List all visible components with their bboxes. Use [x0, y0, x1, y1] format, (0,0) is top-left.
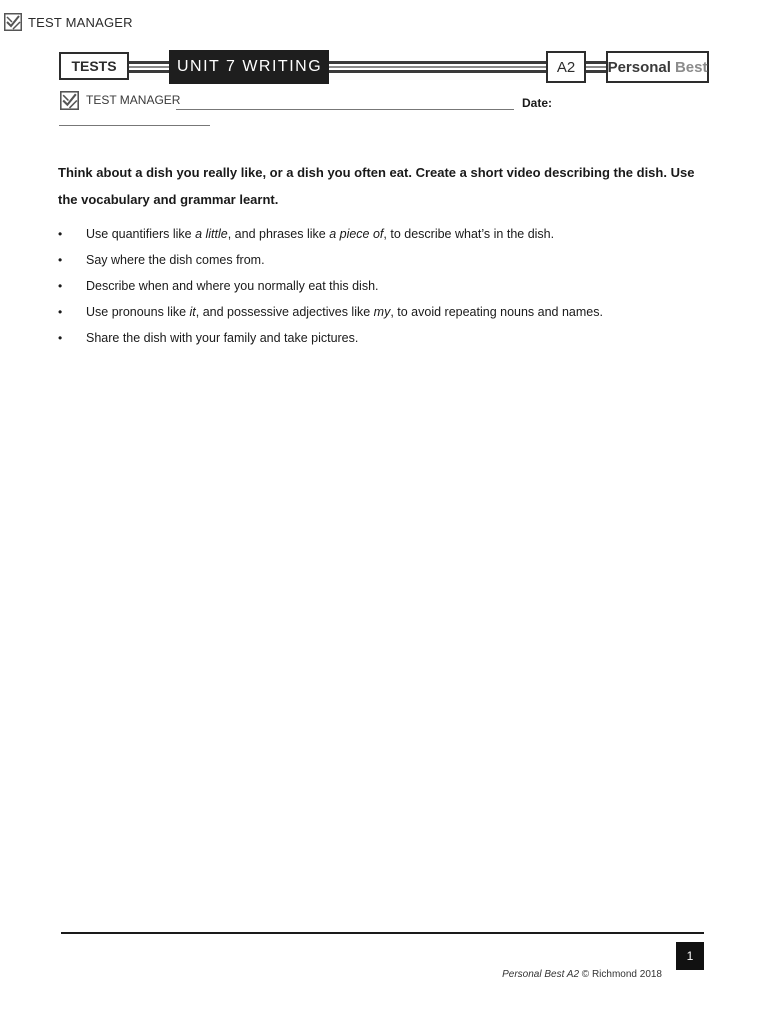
bullet-example-term: a piece of: [329, 227, 384, 241]
bullet-text: , to describe what’s in the dish.: [383, 227, 555, 241]
series-name-part1: Personal: [607, 58, 671, 76]
book-title: Personal Best A2: [502, 969, 580, 980]
unit-title: UNIT 7 WRITING: [169, 50, 329, 84]
page-number: 1: [676, 942, 704, 970]
bullet-icon: •: [58, 279, 63, 293]
bullet-text: Use pronouns like: [86, 305, 190, 319]
task-bullet-item: [58, 273, 708, 299]
task-bullet-list: [58, 221, 708, 351]
task-bullet-item: [58, 221, 708, 247]
name-field-line[interactable]: [176, 109, 514, 110]
task-bullet-item: [58, 299, 708, 325]
name-row-logo-text: TEST MANAGER: [86, 93, 181, 107]
test-manager-logo: [4, 13, 133, 31]
bullet-example-term: it: [189, 305, 196, 319]
tests-label: TESTS: [59, 52, 129, 80]
date-label: Date:: [522, 96, 553, 110]
bullet-example-term: a little: [195, 227, 228, 241]
bullet-text: Share the dish with your family and take pictures.: [86, 331, 359, 345]
test-manager-logo-icon: [60, 91, 79, 110]
copyright-line: [440, 969, 662, 980]
level-label: A2: [546, 51, 586, 83]
name-date-row: [60, 90, 700, 112]
logo-text: TEST MANAGER: [28, 14, 133, 30]
test-manager-logo-icon: [4, 13, 22, 31]
bullet-text: Say where the dish comes from.: [86, 253, 265, 267]
header-band: [59, 50, 709, 84]
bullet-icon: •: [58, 227, 63, 241]
bullet-example-term: my: [373, 305, 391, 319]
bullet-icon: •: [58, 253, 63, 267]
bullet-text: , and phrases like: [227, 227, 330, 241]
task-bullet-item: [58, 325, 708, 351]
bullet-text: Describe when and where you normally eat this dish.: [86, 279, 379, 293]
task-instructions: Think about a dish you really like, or a dish you often eat. Create a short video describing the dish. Use the vocabulary and grammar learnt.: [58, 165, 695, 207]
series-name-part2: Best: [674, 58, 708, 76]
date-field-line[interactable]: [59, 125, 210, 126]
publisher-year: Richmond 2018: [591, 969, 662, 980]
task-bullet-item: [58, 247, 708, 273]
copyright-symbol: ©: [581, 969, 590, 980]
series-logo: [606, 51, 709, 83]
bullet-icon: •: [58, 305, 63, 319]
bullet-text: Use quantifiers like: [86, 227, 196, 241]
bullet-text: , and possessive adjectives like: [195, 305, 374, 319]
bullet-icon: •: [58, 331, 63, 345]
bullet-text: , to avoid repeating nouns and names.: [390, 305, 603, 319]
footer-divider: [61, 932, 704, 934]
